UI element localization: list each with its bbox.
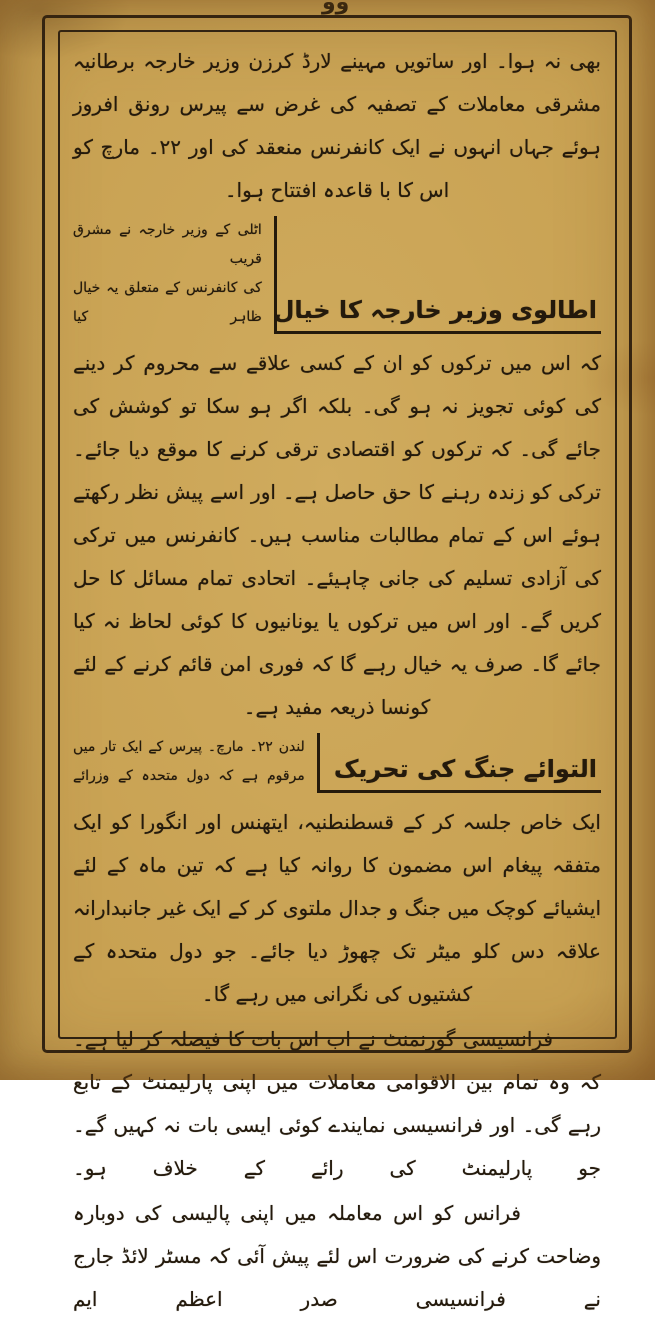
article2-headline: التوائے جنگ کی تحریک [317, 733, 601, 793]
article2-paragraph2: فرانسیسی گورنمنٹ نے اب اس بات کا فیصلہ کر لیا ہے۔ کہ وہ تمام بین الاقوامی معاملات میں اپنی پارلیمنٹ کے تابع رہے گی۔ اور فرانسیسی نمایندے کوئی ایسی بات نہ کہیں گے۔ جو پارلیمنٹ کی رائے کے خلاف ہو۔ [73, 1027, 601, 1180]
article2-headline-row [73, 733, 601, 793]
intro-paragraph: بھی نہ ہوا۔ اور ساتویں مہینے لارڈ کرزن وزیر خارجہ برطانیہ مشرقی معاملات کے تصفیہ کی غرض سے پیرس رونق افروز ہوئے جہاں انہوں نے ایک کانفرنس منعقد کی اور ۲۲۔ مارچ کو اس کا با قاعدہ افتتاح ہوا۔ [73, 49, 602, 202]
article1-headline-row [73, 216, 601, 334]
article2-paragraph3: فرانس کو اس معاملہ میں اپنی پالیسی کی دوبارہ وضاحت کرنے کی ضرورت اس لئے پیش آئی کہ مسٹر لائڈ جارج نے فرانسیسی صدر اعظم ایم [73, 1201, 601, 1311]
article-war-postponement-motion [73, 733, 601, 1321]
article1-lead-line1: اٹلی کے وزیر خارجہ نے مشرق قریب [73, 222, 262, 267]
article2-lead [73, 733, 305, 793]
cropped-edge-text-fragment: وو [322, 0, 350, 15]
article2-paragraph1: ایک خاص جلسہ کر کے قسطنطنیہ، ایتھنس اور انگورا کو ایک متفقہ پیغام اس مضمون کا روانہ کیا ہے کہ تین ماہ کے لئے ایشیائے کوچک میں جنگ و جدال ملتوی کر کے ایک غیر جانبدارانہ علاقہ دس کلو میٹر تک چھوڑ دیا جائے۔ جو دول متحدہ کے کشتیوں کی نگرانی میں رہے گا۔ [73, 810, 601, 1006]
article1-lead [73, 216, 262, 334]
article1-headline: اطالوی وزیر خارجہ کا خیال [274, 216, 601, 334]
article2-lead-line1: لندن ۲۲۔ مارچ۔ پیرس کے ایک تار میں [73, 739, 305, 755]
article1-body: کہ اس میں ترکوں کو ان کے کسی علاقے سے محروم کر دینے کی کوئی تجویز نہ ہو گی۔ بلکہ اگر ہو سکا تو کوشش کی جائے گی۔ کہ ترکوں کو اقتصادی ترقی کرنے کا موقع دیا جائے۔ ترکی کو زندہ رہنے کا حق حاصل ہے۔ اور اسے پیش نظر رکھتے ہوئے اس کے تمام مطالبات مناسب ہیں۔ کانفرنس میں ترکی کی آزادی تسلیم کی جانی چاہیئے۔ اتحادی تمام مسائل کا حل کریں گے۔ اور اس میں ترکوں یا یونانیوں کا کوئی لحاظ نہ کیا جائے گا۔ صرف یہ خیال رہے گا کہ فوری امن قائم کرنے کے لئے کونسا ذریعہ مفید ہے۔ [73, 351, 601, 719]
article2-lead-line2: مرقوم ہے کہ دول متحدہ کے وزرائے [73, 768, 305, 784]
page-content [63, 34, 611, 1311]
article-italian-foreign-minister [73, 216, 601, 729]
article1-lead-line2: کی کانفرنس کے متعلق یہ خیال ظاہر کیا [73, 280, 262, 325]
